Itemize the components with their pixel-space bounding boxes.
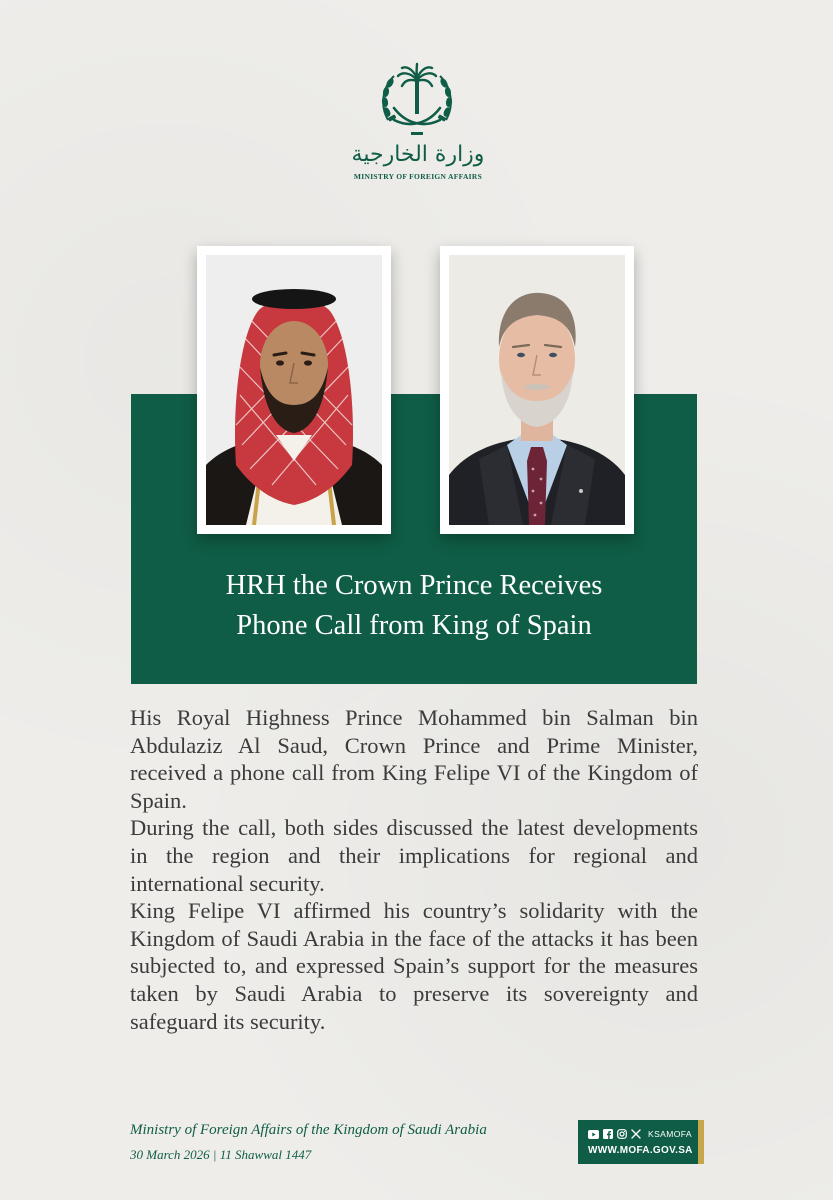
website-link[interactable]: WWW.MOFA.GOV.SA (588, 1145, 693, 1156)
headline-line-2: Phone Call from King of Spain (236, 610, 592, 641)
social-handle[interactable]: KSAMOFA (648, 1129, 692, 1139)
body-paragraph-3: King Felipe VI affirmed his country’s solidarity with the Kingdom of Saudi Arabia in the face of the attacks it has been subjected to, and expressed Spain’s support for the measures taken by Saudi Arabia to preserve its sovereignty and safeguard its security. (130, 898, 698, 1034)
youtube-icon[interactable] (588, 1129, 599, 1140)
x-icon[interactable] (630, 1129, 641, 1140)
crown-prince-portrait (206, 255, 382, 525)
photo-frame-king-of-spain (440, 246, 634, 534)
headline (131, 566, 697, 656)
social-badge (578, 1120, 704, 1164)
footer-credit (130, 1120, 550, 1164)
king-of-spain-portrait (449, 255, 625, 525)
article-body (130, 704, 698, 1035)
headline-line-1: HRH the Crown Prince Receives (225, 570, 603, 601)
footer-ministry-name: Ministry of Foreign Affairs of the Kingdom of Saudi Arabia (130, 1122, 487, 1138)
body-paragraph-1: His Royal Highness Prince Mohammed bin Salman bin Abdulaziz Al Saud, Crown Prince and Prime Minister, received a phone call from King Felipe VI of the Kingdom of Spain. (130, 705, 698, 813)
social-links (588, 1127, 692, 1141)
ministry-arabic-logotype: وزارة الخارجية (351, 142, 485, 167)
saudi-emblem-icon (378, 62, 456, 144)
footer-date: 30 March 2026 | 11 Shawwal 1447 (130, 1147, 312, 1162)
facebook-icon[interactable] (602, 1129, 613, 1140)
instagram-icon[interactable] (616, 1129, 627, 1140)
photo-frame-crown-prince (197, 246, 391, 534)
ministry-english-name: MINISTRY OF FOREIGN AFFAIRS (353, 172, 483, 181)
gold-stripe (698, 1120, 704, 1164)
body-paragraph-2: During the call, both sides discussed the latest developments in the region and their implications for regional and international security. (130, 815, 698, 896)
